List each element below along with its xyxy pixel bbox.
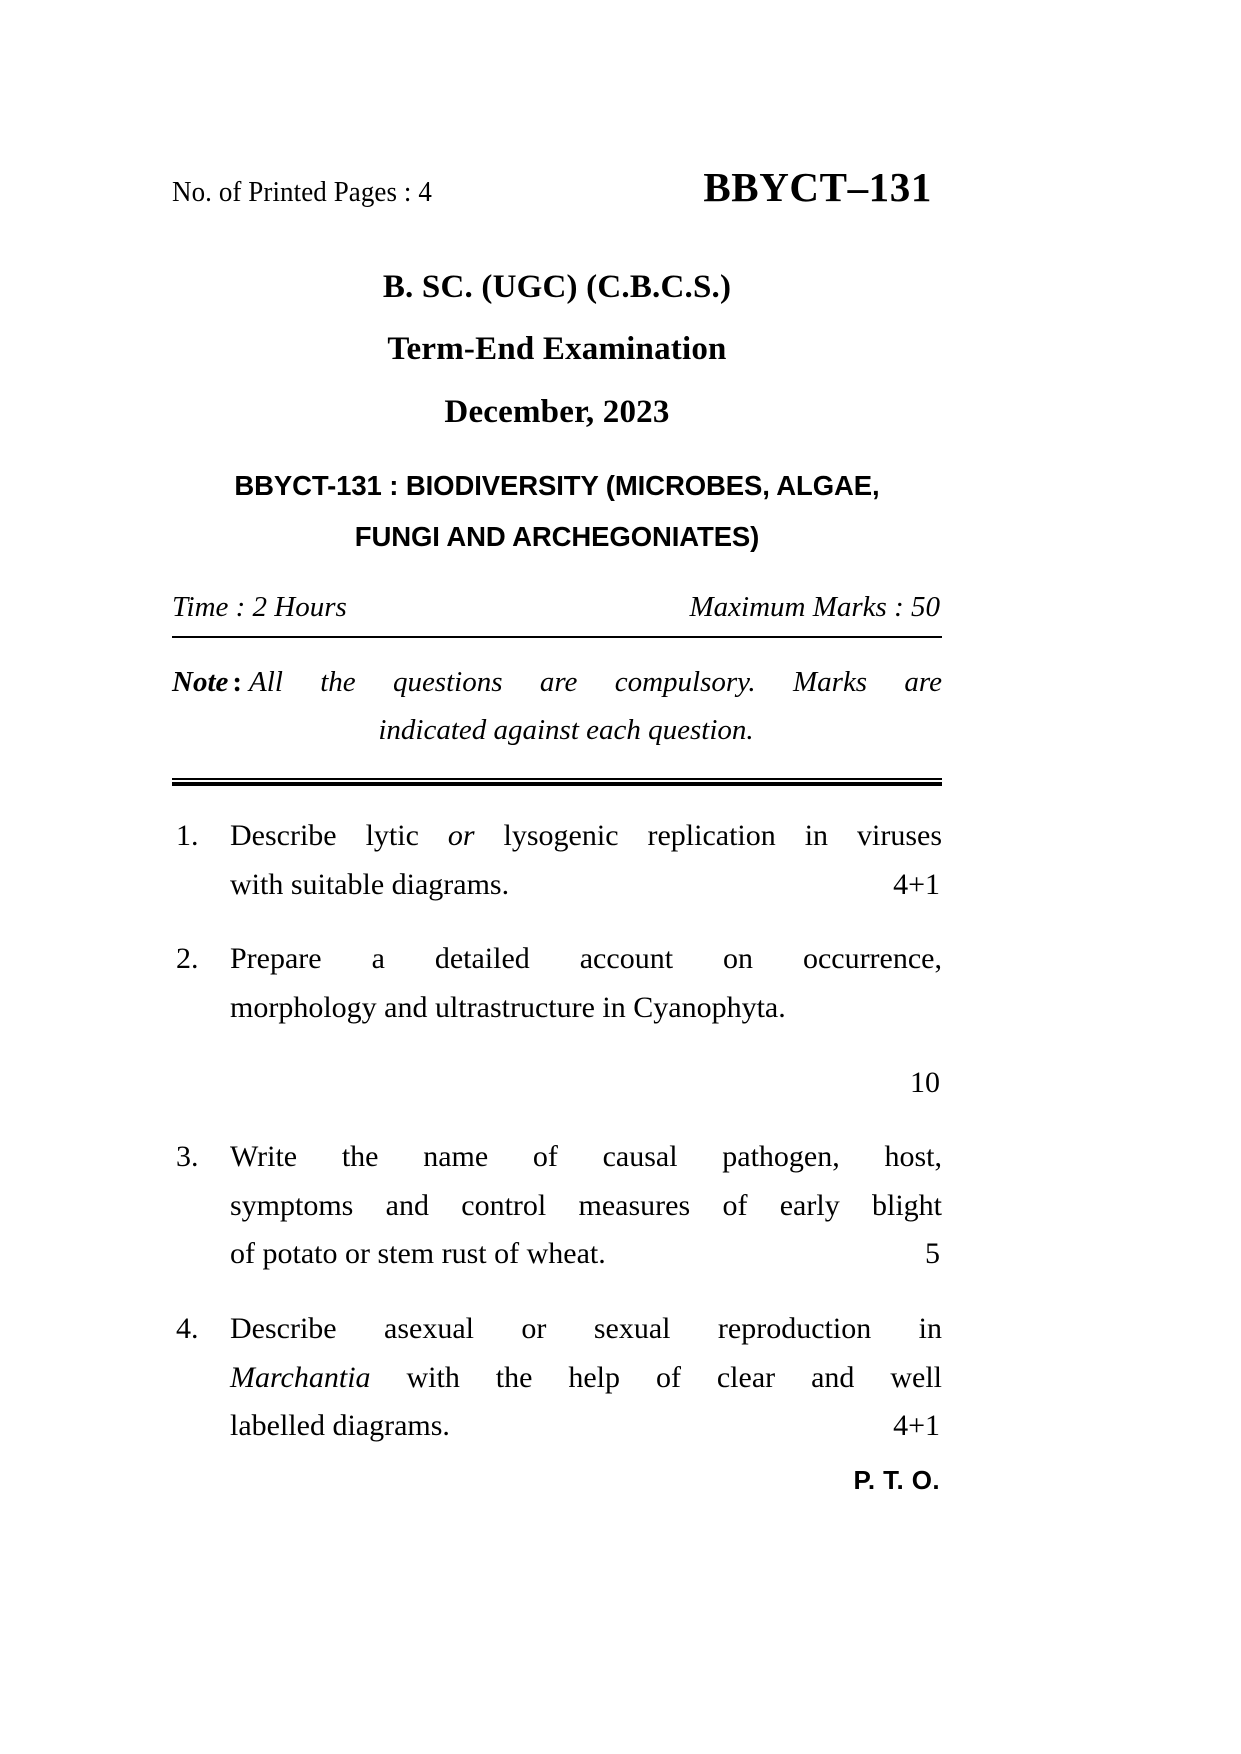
title-block: [172, 269, 942, 553]
question-number-1: 1.: [176, 819, 199, 853]
degree-title: B. SC. (UGC) (C.B.C.S.): [382, 269, 732, 305]
question-4-last-line: [230, 1402, 942, 1451]
maximum-marks: Maximum Marks : 50: [689, 591, 940, 623]
question-3-line-3: of potato or stem rust of wheat.: [230, 1237, 606, 1271]
page-content: [172, 0, 943, 1495]
time-allowed: Time : 2 Hours: [172, 591, 347, 623]
note-text-line-2: indicated against each question.: [378, 713, 754, 746]
note-text-line-1: All the questions are compulsory. Marks are: [249, 666, 942, 698]
question-2-line-2: morphology and ultrastructure in Cyanophyta.: [230, 990, 786, 1024]
note-label: Note: [172, 666, 229, 698]
question-1-line-2: with suitable diagrams.: [230, 867, 510, 901]
printed-pages-label: No. of Printed Pages : 4: [172, 176, 432, 208]
header-row: [172, 163, 942, 215]
divider-thick-rule: [172, 782, 942, 786]
question-1-emphasis: or: [447, 819, 475, 853]
question-1-text-a: Describe lytic: [230, 819, 448, 853]
question-body-1: [230, 812, 942, 909]
question-2-marks: 10: [910, 1065, 940, 1099]
course-code: BBYCT–131: [703, 164, 932, 210]
question-1-text-b: lysogenic replication in viruses: [474, 819, 943, 853]
subject-title-line-1: BBYCT-131 : BIODIVERSITY (MICROBES, ALGAE,: [234, 470, 880, 501]
note-colon: :: [232, 666, 243, 698]
note-first-line: [172, 657, 942, 709]
question-number-3: 3.: [176, 1140, 199, 1174]
question-item-2: [172, 935, 942, 1107]
question-number-2: 2.: [176, 942, 199, 976]
question-2-line-1: Prepare a detailed account on occurrence,: [230, 942, 942, 976]
question-3-line-2: symptoms and control measures of early blight: [230, 1188, 942, 1222]
question-item-1: [172, 812, 942, 909]
question-body-2: [230, 935, 942, 1107]
question-3-last-line: [230, 1230, 942, 1279]
subject-title-line-2: FUNGI AND ARCHEGONIATES): [354, 521, 760, 552]
question-1-marks: 4+1: [893, 867, 940, 901]
question-4-marks: 4+1: [893, 1409, 940, 1443]
question-item-3: [172, 1133, 942, 1279]
section-divider: [172, 778, 942, 786]
question-4-emphasis: Marchantia: [230, 1360, 371, 1394]
question-body-3: [230, 1133, 942, 1279]
question-3-line-1: Write the name of causal pathogen, host,: [230, 1140, 942, 1174]
question-4-line-1: Describe asexual or sexual reproduction in: [230, 1311, 942, 1345]
time-and-marks-row: [172, 591, 942, 624]
examination-date: December, 2023: [444, 394, 670, 430]
questions-list: [172, 812, 942, 1451]
question-body-4: [230, 1305, 942, 1451]
question-1-last-line: [230, 861, 942, 910]
question-number-4: 4.: [176, 1311, 199, 1345]
question-4-text-b: with the help of clear and well: [370, 1360, 942, 1394]
page-turn-over-label: P. T. O.: [853, 1465, 940, 1495]
examination-title: Term-End Examination: [387, 331, 727, 367]
question-item-4: [172, 1305, 942, 1451]
question-3-marks: 5: [925, 1237, 940, 1271]
question-1-line-1: [230, 812, 942, 861]
question-4-line-2: [230, 1354, 942, 1403]
note-block: [172, 657, 942, 756]
question-4-line-3: labelled diagrams.: [230, 1409, 450, 1443]
header-divider: [172, 636, 942, 638]
